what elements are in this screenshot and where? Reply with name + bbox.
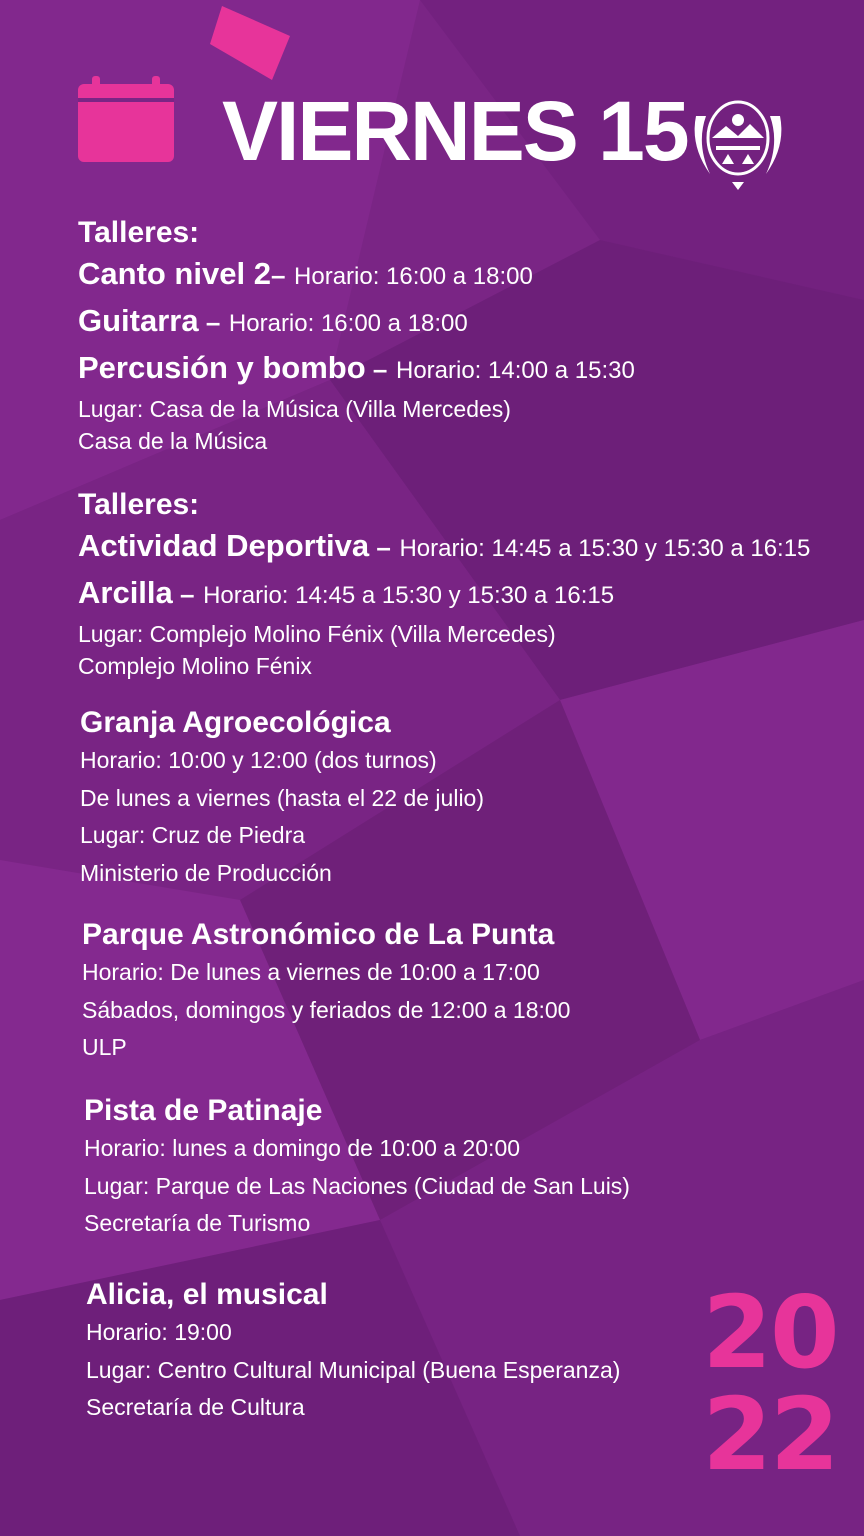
event-line: Horario: lunes a domingo de 10:00 a 20:00 — [84, 1135, 521, 1161]
year-badge — [702, 1274, 838, 1493]
workshop-time: Horario: 16:00 a 18:00 — [228, 310, 468, 337]
event-line: Horario: 10:00 y 12:00 (dos turnos) — [80, 747, 437, 773]
workshop-item — [78, 346, 635, 393]
event-parque-astronomico — [82, 916, 570, 1067]
workshop-item — [78, 252, 635, 299]
event-title: Parque Astronómico de La Punta — [82, 918, 555, 951]
event-pista-patinaje — [84, 1092, 630, 1243]
event-line: Horario: De lunes a viernes de 10:00 a 17:00 — [82, 959, 540, 985]
section-heading: Talleres: — [78, 488, 200, 521]
event-title: Granja Agroecológica — [80, 706, 391, 739]
workshop-name: Arcilla — [78, 575, 173, 610]
workshop-time: Horario: 14:45 a 15:30 y 15:30 a 16:15 — [399, 535, 811, 562]
provincial-seal-icon — [682, 86, 794, 198]
calendar-icon — [78, 76, 174, 162]
event-alicia-musical — [86, 1276, 620, 1427]
separator: – — [198, 307, 221, 337]
separator: – — [365, 354, 388, 384]
workshop-name: Percusión y bombo — [78, 350, 366, 385]
page-title: VIERNES 15 — [222, 84, 688, 178]
event-line: Lugar: Parque de Las Naciones (Ciudad de San Luis) — [84, 1172, 630, 1199]
event-line: Secretaría de Cultura — [86, 1394, 305, 1420]
place-text: Lugar: Complejo Molino Fénix (Villa Mercedes) — [78, 621, 556, 647]
workshop-name: Canto nivel 2 — [78, 256, 271, 291]
workshops-section-2 — [78, 486, 810, 682]
event-title: Alicia, el musical — [86, 1278, 328, 1311]
separator: – — [270, 260, 286, 290]
event-line: Sábados, domingos y feriados de 12:00 a 18:00 — [82, 996, 571, 1023]
event-line: Ministerio de Producción — [80, 859, 332, 886]
workshop-item — [78, 524, 810, 571]
place-text: Lugar: Casa de la Música (Villa Mercedes) — [78, 396, 511, 422]
event-line: De lunes a viernes (hasta el 22 de julio) — [80, 784, 485, 811]
event-line: ULP — [82, 1034, 127, 1060]
separator: – — [369, 532, 391, 562]
organizer-text: Complejo Molino Fénix — [78, 653, 312, 679]
workshop-time: Horario: 16:00 a 18:00 — [294, 263, 533, 290]
workshops-section-1 — [78, 214, 635, 457]
decorative-shape — [210, 6, 292, 80]
workshop-time: Horario: 14:45 a 15:30 y 15:30 a 16:15 — [203, 582, 615, 609]
event-title: Pista de Patinaje — [84, 1094, 323, 1127]
workshop-time: Horario: 14:00 a 15:30 — [395, 357, 635, 384]
workshop-item — [78, 571, 810, 618]
event-granja — [80, 704, 484, 892]
workshop-name: Guitarra — [78, 303, 199, 338]
year-top: 20 — [702, 1274, 838, 1391]
section-heading: Talleres: — [78, 216, 200, 249]
separator: – — [172, 579, 195, 609]
event-line: Secretaría de Turismo — [84, 1210, 311, 1236]
workshop-name: Actividad Deportiva — [78, 528, 370, 563]
event-line: Lugar: Cruz de Piedra — [80, 822, 306, 848]
organizer-text: Casa de la Música — [78, 428, 268, 454]
year-bottom: 22 — [702, 1376, 838, 1493]
event-line: Horario: 19:00 — [86, 1319, 232, 1345]
event-line: Lugar: Centro Cultural Municipal (Buena Esperanza) — [86, 1356, 621, 1383]
workshop-item — [78, 299, 635, 346]
